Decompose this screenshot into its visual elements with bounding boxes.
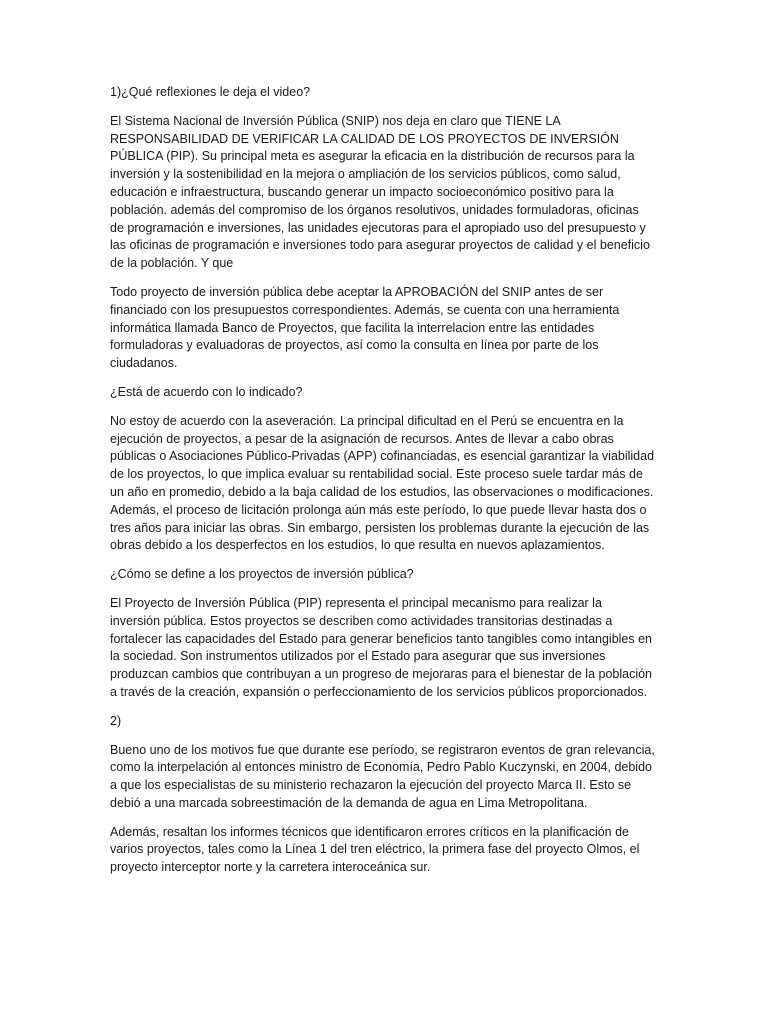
snip-responsibility-paragraph: El Sistema Nacional de Inversión Pública (SNIP) nos deja en claro que TIENE LA RESPONSABILIDAD DE VERIFICAR LA CALIDAD DE LOS PROYECTOS DE INVERSIÓN PÚBLICA (PIP). Su principal meta es asegurar la eficacia en la distribución de recursos para la inversión y la sostenibilidad en la mejora o ampliación de los servicios públicos, como salud, educación e infraestructura, buscando generar un impacto socioeconómico positivo para la población. además del compromiso de los órganos resolutivos, unidades formuladoras, oficinas de programación e inversiones, las unidades ejecutoras para el apropiado uso del presupuesto y las oficinas de programación e inversiones todo para asegurar proyectos de calidad y el beneficio de la población. Y que	[110, 113, 650, 271]
disagreement-paragraph: No estoy de acuerdo con la aseveración. La principal dificultad en el Perú se encuentra en la ejecución de proyectos, a pesar de la asignación de recursos. Antes de llevar a cabo obras públicas o Asociaciones Público-Privadas (APP) cofinanciadas, es esencial garantizar la viabilidad de los proyectos, lo que implica evaluar su rentabilidad social. Este proceso suele tardar más de un año en promedio, debido a la baja calidad de los estudios, las observaciones o modificaciones. Además, el proceso de licitación prolonga aún más este período, lo que puede llevar hasta dos o tres años para iniciar las obras. Sin embargo, persisten los problemas durante la ejecución de las obras debido a los desperfectos en los estudios, lo que resulta en nuevos aplazamientos.	[110, 413, 655, 553]
question-1-heading: 1)¿Qué reflexiones le deja el video?	[110, 85, 311, 99]
events-paragraph: Bueno uno de los motivos fue que durante ese período, se registraron eventos de gran relevancia, como la interpelación al entonces ministro de Economía, Pedro Pablo Kuczynski, en 2004, debido a que los especialistas de su ministerio rechazaron la ejecución del proyecto Marca II. Esto se debió a una marcada sobreestimación de la demanda de agua en Lima Metropolitana.	[110, 742, 655, 810]
agreement-question-heading: ¿Está de acuerdo con lo indicado?	[110, 384, 303, 399]
document-page	[110, 84, 655, 888]
definition-question-heading: ¿Cómo se define a los proyectos de inversión pública?	[110, 567, 414, 582]
question-2-heading: 2)	[110, 713, 122, 728]
technical-reports-paragraph: Además, resaltan los informes técnicos que identificaron errores críticos en la planificación de varios proyectos, tales como la Línea 1 del tren eléctrico, la primera fase del proyecto Olmos, el proyecto interceptor norte y la carretera interoceánica sur.	[110, 824, 640, 875]
project-approval-paragraph: Todo proyecto de inversión pública debe aceptar la APROBACIÓN del SNIP antes de ser financiado con los presupuestos correspondientes. Además, se cuenta con una herramienta informática llamada Banco de Proyectos, que facilita la interrelacion entre las entidades formuladoras y evaluadoras de proyectos, así como la consulta en línea por parte de los ciudadanos.	[110, 284, 620, 371]
pip-definition-paragraph: El Proyecto de Inversión Pública (PIP) representa el principal mecanismo para realizar la inversión pública. Estos proyectos se describen como actividades transitorias destinadas a fortalecer las capacidades del Estado para generar beneficios tanto tangibles como intangibles en la sociedad. Son instrumentos utilizados por el Estado para asegurar que sus inversiones produzcan cambios que contribuyan a un progreso de mejoraras para el bienestar de la población a través de la creación, expansión o perfeccionamiento de los servicios públicos proporcionados.	[110, 595, 653, 699]
